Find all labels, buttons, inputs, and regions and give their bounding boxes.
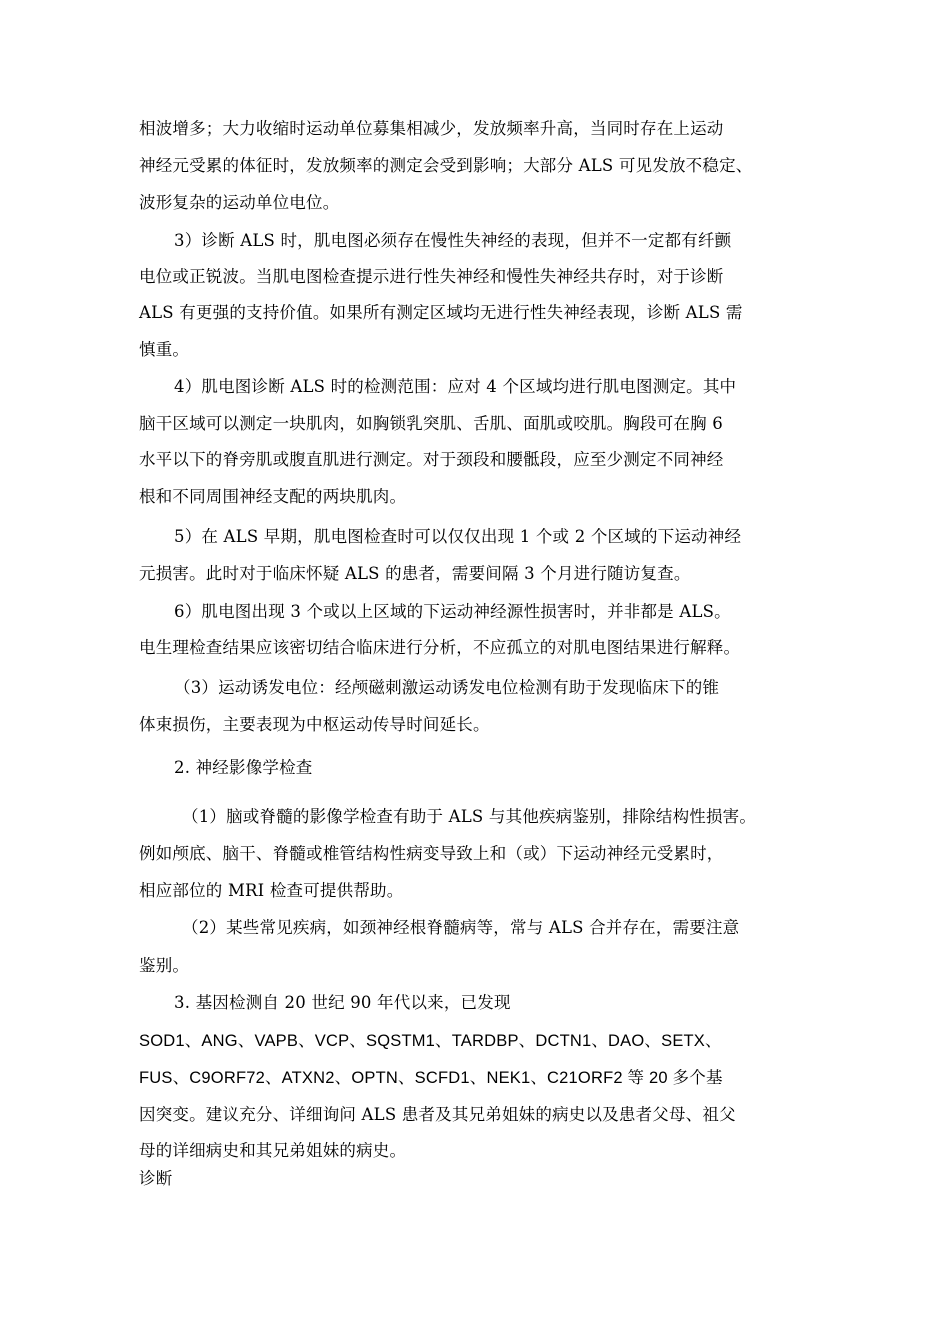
paragraph-line: 根和不同周围神经支配的两块肌肉。 xyxy=(139,487,407,506)
paragraph-line: 例如颅底、脑干、脊髓或椎管结构性病变导致上和（或）下运动神经元受累时， xyxy=(139,844,724,863)
gene-list-line: FUS、C9ORF72、ATXN2、OPTN、SCFD1、NEK1、C21ORF2 等 20 多个基 xyxy=(139,1069,723,1087)
paragraph-line: 因突变。建议充分、详细询问 ALS 患者及其兄弟姐妹的病史以及患者父母、祖父 xyxy=(139,1105,736,1124)
paragraph-line: 电位或正锐波。当肌电图检查提示进行性失神经和慢性失神经共存时，对于诊断 xyxy=(139,267,724,286)
section-heading: 诊断 xyxy=(139,1169,173,1188)
paragraph-line: 电生理检查结果应该密切结合临床进行分析，不应孤立的对肌电图结果进行解释。 xyxy=(139,638,741,657)
paragraph-line: （2）某些常见疾病，如颈神经根脊髓病等，常与 ALS 合并存在，需要注意 xyxy=(182,918,740,937)
paragraph-line: 相应部位的 MRI 检查可提供帮助。 xyxy=(139,881,404,900)
paragraph-line: 元损害。此时对于临床怀疑 ALS 的患者，需要间隔 3 个月进行随访复查。 xyxy=(139,564,691,583)
paragraph-line: 5）在 ALS 早期，肌电图检查时可以仅仅出现 1 个或 2 个区域的下运动神经 xyxy=(174,527,742,546)
section-heading: 3. 基因检测自 20 世纪 90 年代以来，已发现 xyxy=(174,993,511,1012)
paragraph-line: 6）肌电图出现 3 个或以上区域的下运动神经源性损害时，并非都是 ALS。 xyxy=(174,602,731,621)
paragraph-line: 波形复杂的运动单位电位。 xyxy=(139,193,340,212)
paragraph-line: （3）运动诱发电位：经颅磁刺激运动诱发电位检测有助于发现临床下的锥 xyxy=(174,678,720,697)
paragraph-line: 神经元受累的体征时，发放频率的测定会受到影响；大部分 ALS 可见发放不稳定、 xyxy=(139,156,753,175)
paragraph-line: 母的详细病史和其兄弟姐妹的病史。 xyxy=(139,1141,407,1160)
paragraph-line: 脑干区域可以测定一块肌肉，如胸锁乳突肌、舌肌、面肌或咬肌。胸段可在胸 6 xyxy=(139,414,723,433)
paragraph-line: （1）脑或脊髓的影像学检查有助于 ALS 与其他疾病鉴别，排除结构性损害。 xyxy=(182,807,757,826)
paragraph-line: 鉴别。 xyxy=(139,956,190,975)
paragraph-line: ALS 有更强的支持价值。如果所有测定区域均无进行性失神经表现，诊断 ALS 需 xyxy=(139,303,743,322)
paragraph-line: 3）诊断 ALS 时，肌电图必须存在慢性失神经的表现，但并不一定都有纤颤 xyxy=(174,231,732,250)
paragraph-line: 水平以下的脊旁肌或腹直肌进行测定。对于颈段和腰骶段，应至少测定不同神经 xyxy=(139,450,724,469)
paragraph-line: 慎重。 xyxy=(139,340,190,359)
paragraph-line: 4）肌电图诊断 ALS 时的检测范围：应对 4 个区域均进行肌电图测定。其中 xyxy=(174,377,737,396)
paragraph-line: 体束损伤，主要表现为中枢运动传导时间延长。 xyxy=(139,715,490,734)
paragraph-line: 相波增多；大力收缩时运动单位募集相减少，发放频率升高，当同时存在上运动 xyxy=(139,119,724,138)
gene-list-line: SOD1、ANG、VAPB、VCP、SQSTM1、TARDBP、DCTN1、DAO、SETX、 xyxy=(139,1032,722,1050)
section-heading: 2. 神经影像学检查 xyxy=(174,758,313,777)
